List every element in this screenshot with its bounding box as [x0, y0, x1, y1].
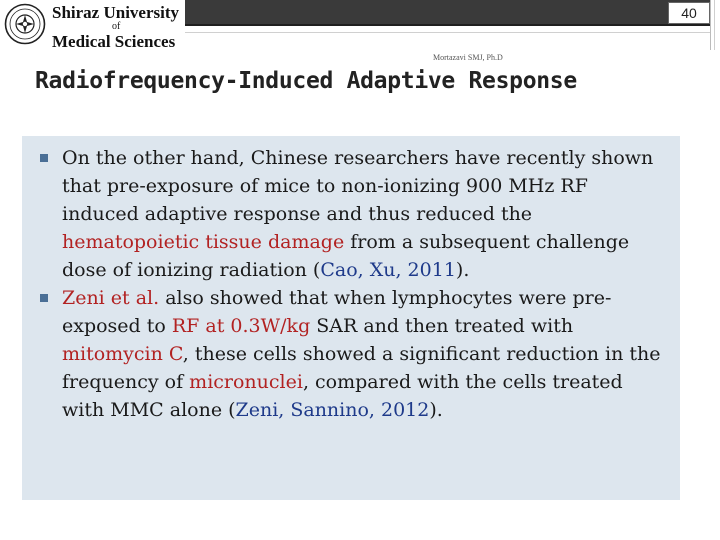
bullet-item — [62, 144, 664, 284]
citation: Cao, Xu, 2011 — [320, 259, 456, 281]
page-number: 40 — [668, 2, 710, 24]
university-name-of: of — [112, 21, 121, 32]
bullet-text-segment: , these cells showed a significant reduction in the frequency of — [62, 343, 661, 393]
bullet-text-segment: , compared with the cells treated with MMC alone ( — [62, 371, 623, 421]
university-name-line2: Medical Sciences — [52, 32, 176, 51]
slide-title: Radiofrequency-Induced Adaptive Response — [35, 68, 577, 94]
highlight-term: hematopoietic tissue damage — [62, 231, 345, 253]
bullet-text-segment: ). — [429, 399, 443, 421]
highlight-term: mitomycin C — [62, 343, 183, 365]
bullet-item — [62, 284, 664, 424]
content-box — [22, 136, 680, 500]
bullet-text-segment: On the other hand, Chinese researchers have recently shown that pre-exposure of mice to non-ionizing 900 MHz RF induced adaptive response and thus reduced the — [62, 147, 654, 225]
university-name — [52, 4, 179, 50]
bullet-text-segment: also showed that when lymphocytes were pre-exposed to — [62, 287, 612, 337]
header-right-strip — [710, 0, 720, 50]
bullet-text-segment: from a subsequent challenge dose of ionizing radiation ( — [62, 231, 630, 281]
bullet-square-icon — [40, 294, 48, 302]
bullet-text-segment: ). — [455, 259, 470, 281]
university-logo — [0, 0, 185, 50]
bullet-square-icon — [40, 154, 48, 162]
bullet-text-segment: SAR and then treated with — [310, 315, 574, 337]
citation: Zeni, Sannino, 2012 — [235, 399, 430, 421]
highlight-term: micronuclei — [189, 371, 303, 393]
highlight-term: RF at 0.3W/kg — [171, 315, 311, 337]
header-divider — [185, 32, 710, 33]
header-bar — [185, 0, 710, 26]
author-credit: Mortazavi SMJ, Ph.D — [433, 53, 503, 62]
university-name-line1: Shiraz University — [52, 3, 180, 22]
university-seal-icon — [4, 3, 46, 45]
highlight-term: Zeni et al. — [62, 287, 160, 309]
